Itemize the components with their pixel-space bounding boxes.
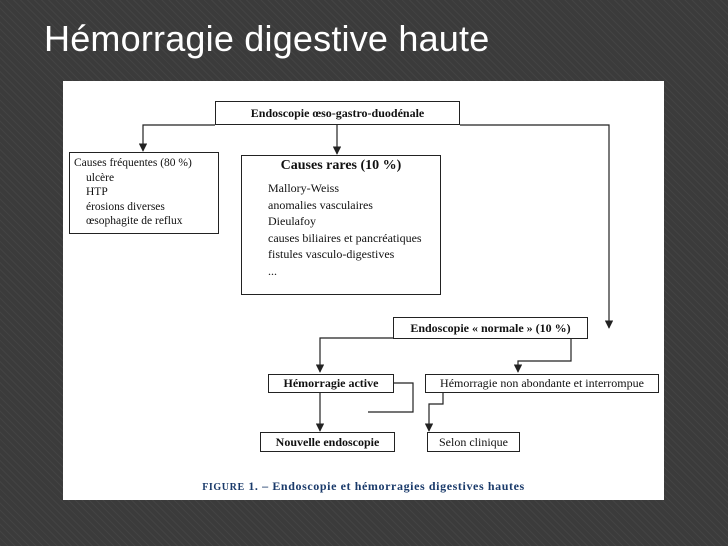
rare-cause-item: Mallory-Weiss — [268, 181, 340, 195]
rare-cause-item: ... — [268, 263, 277, 278]
frequent-causes-box — [69, 152, 219, 234]
frequent-cause-item: HTP — [86, 186, 108, 198]
rare-causes-heading: Causes rares (10 %) — [280, 158, 402, 173]
connector-to-frequent — [143, 125, 215, 151]
frequent-causes-heading: Causes fréquentes (80 %) — [74, 157, 192, 169]
frequent-cause-item: œsophagite de reflux — [86, 215, 183, 227]
figure-caption-text: 1. – Endoscopie et hémorragies digestives hautes — [248, 479, 525, 493]
clinical-box: Selon clinique — [427, 432, 520, 452]
non-abundant-hemorrhage-box: Hémorragie non abondante et interrompue — [425, 374, 659, 393]
figure-caption — [63, 479, 664, 494]
connector-to-normal — [460, 125, 609, 328]
frequent-cause-item: érosions diverses — [86, 200, 165, 213]
active-hemorrhage-box: Hémorragie active — [268, 374, 394, 393]
rare-cause-item: fistules vasculo-digestives — [268, 247, 395, 261]
slide-title: Hémorragie digestive haute — [44, 18, 490, 59]
top-endoscopy-box: Endoscopie œso-gastro-duodénale — [215, 101, 460, 125]
rare-cause-item: causes biliaires et pancréatiques — [268, 230, 422, 245]
frequent-cause-item: ulcère — [86, 171, 115, 184]
new-endoscopy-box: Nouvelle endoscopie — [260, 432, 395, 452]
rare-causes-box — [241, 155, 441, 295]
flowchart-figure — [63, 81, 664, 500]
rare-cause-item: anomalies vasculaires — [268, 197, 373, 212]
connector-to-non-abundant — [518, 338, 571, 372]
connector-to-clinical — [429, 393, 443, 431]
connector-to-active — [320, 338, 393, 372]
figure-caption-label: FIGURE — [202, 482, 245, 493]
rare-cause-item: Dieulafoy — [268, 214, 316, 228]
normal-endoscopy-box: Endoscopie « normale » (10 %) — [393, 317, 588, 339]
